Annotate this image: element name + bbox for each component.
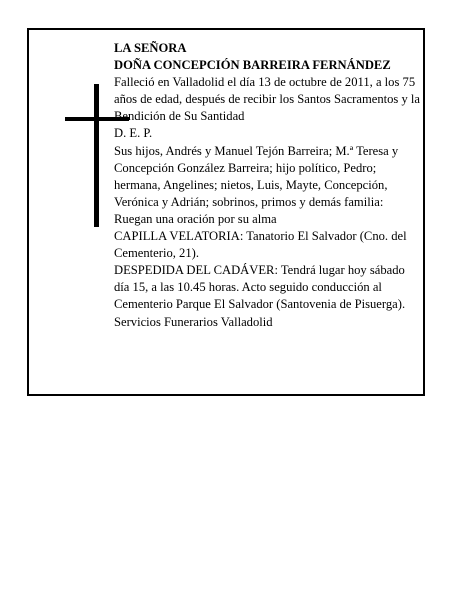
obituary-text	[114, 40, 420, 331]
farewell-info: DESPEDIDA DEL CADÁVER: Tendrá lugar hoy sábado día 15, a las 10.45 horas. Acto seguido conducción al Cementerio Parque El Salvador (Santovenia de Pisuerga).	[114, 263, 406, 312]
cross-vertical-bar	[94, 84, 99, 227]
chapel-info: CAPILLA VELATORIA: Tanatorio El Salvador (Cno. del Cementerio, 21).	[114, 229, 407, 261]
deceased-name: DOÑA CONCEPCIÓN BARREIRA FERNÁNDEZ	[114, 58, 391, 73]
family-list: Sus hijos, Andrés y Manuel Tejón Barreira; M.ª Teresa y Concepción González Barreira; hijo político, Pedro; hermana, Angelines; nietos, Luis, Mayte, Concepción, Verónica y Adrián; sobrinos, primos y demás familia:	[114, 143, 399, 209]
rip-abbreviation: D. E. P.	[114, 126, 153, 141]
prayer-request: Ruegan una oración por su alma	[114, 211, 277, 226]
death-announcement: Falleció en Valladolid el día 13 de octubre de 2011, a los 75 años de edad, después de recibir los Santos Sacramentos y la Bendición de Su Santidad	[114, 75, 421, 124]
deceased-title: LA SEÑORA	[114, 41, 187, 55]
funeral-service-provider: Servicios Funerarios Valladolid	[114, 314, 273, 329]
